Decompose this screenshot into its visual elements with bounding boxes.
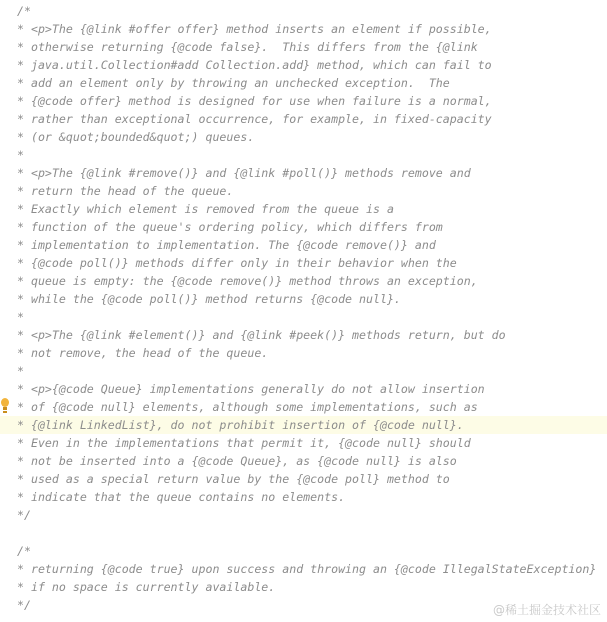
code-area[interactable]: [16, 2, 607, 614]
watermark: @稀土掘金技术社区: [492, 603, 601, 617]
code-line[interactable]: * queue is empty: the {@code remove()} method throws an exception,: [17, 274, 478, 288]
code-line[interactable]: * while the {@code poll()} method returns {@code null}.: [17, 292, 401, 306]
code-line[interactable]: * otherwise returning {@code false}. This differs from the {@link: [17, 40, 478, 54]
code-line[interactable]: /*: [17, 544, 31, 558]
code-line[interactable]: * (or &quot;bounded&quot;) queues.: [17, 130, 255, 144]
code-line[interactable]: * if no space is currently available.: [17, 580, 276, 594]
code-line[interactable]: * Exactly which element is removed from the queue is a: [17, 202, 394, 216]
code-line[interactable]: * java.util.Collection#add Collection.add} method, which can fail to: [17, 58, 492, 72]
code-line[interactable]: * <p>The {@link #element()} and {@link #peek()} methods return, but do: [17, 328, 506, 342]
editor-gutter: [0, 0, 16, 622]
code-line[interactable]: * function of the queue's ordering policy, which differs from: [17, 220, 443, 234]
code-line[interactable]: * not be inserted into a {@code Queue}, as {@code null} is also: [17, 454, 457, 468]
code-line[interactable]: * implementation to implementation. The {@code remove()} and: [17, 238, 436, 252]
code-line[interactable]: * used as a special return value by the {@code poll} method to: [17, 472, 450, 486]
code-line[interactable]: * returning {@code true} upon success and throwing an {@code IllegalStateException}: [17, 562, 597, 576]
code-line[interactable]: *: [17, 310, 24, 324]
code-line[interactable]: * <p>{@code Queue} implementations generally do not allow insertion: [17, 382, 485, 396]
code-line[interactable]: * <p>The {@link #offer offer} method inserts an element if possible,: [17, 22, 492, 36]
code-line[interactable]: * {@code offer} method is designed for use when failure is a normal,: [17, 94, 492, 108]
code-line[interactable]: * not remove, the head of the queue.: [17, 346, 269, 360]
code-line[interactable]: * return the head of the queue.: [17, 184, 234, 198]
code-line[interactable]: /*: [17, 4, 31, 18]
code-line[interactable]: * rather than exceptional occurrence, for example, in fixed-capacity: [17, 112, 492, 126]
code-line[interactable]: * add an element only by throwing an unchecked exception. The: [17, 76, 450, 90]
code-line[interactable]: * of {@code null} elements, although some implementations, such as: [17, 400, 478, 414]
code-line[interactable]: * <p>The {@link #remove()} and {@link #poll()} methods remove and: [17, 166, 471, 180]
code-line[interactable]: [16, 524, 607, 542]
code-line[interactable]: *: [17, 148, 24, 162]
code-line[interactable]: * Even in the implementations that permit it, {@code null} should: [17, 436, 471, 450]
code-line[interactable]: * {@link LinkedList}, do not prohibit insertion of {@code null}.: [0, 416, 607, 434]
code-line[interactable]: * {@code poll()} methods differ only in their behavior when the: [17, 256, 457, 270]
lightbulb-icon[interactable]: [0, 398, 10, 414]
code-line[interactable]: * indicate that the queue contains no elements.: [17, 490, 346, 504]
code-line[interactable]: */: [17, 508, 31, 522]
code-line[interactable]: *: [17, 364, 24, 378]
code-line[interactable]: */: [17, 598, 31, 612]
